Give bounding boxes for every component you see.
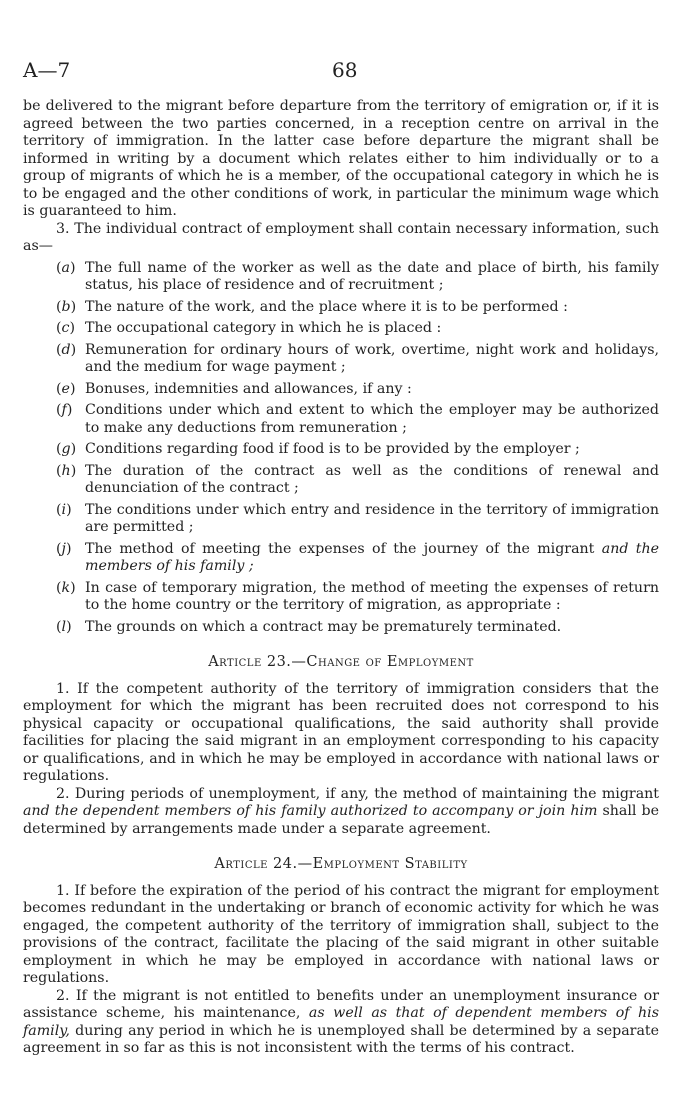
list-item: (c) The occupational category in which he is placed :	[56, 320, 442, 336]
paragraph-3: 3. The individual contract of employment shall contain necessary information, such as—	[23, 220, 659, 254]
article-24-paragraph-2: 2. If the migrant is not entitled to benefits under an unemployment insurance or assistance scheme, his maintenance, as well as that of dependent members of his family, during any period in which he is unemployed shall be determined by a separate agreement in so far as this is not inconsistent with the terms of his contract.	[23, 987, 659, 1056]
item-text: The nature of the work, and the place where it is to be performed :	[85, 298, 568, 315]
article-24-paragraph-1: 1. If before the expiration of the period of his contract the migrant for employment becomes redundant in the undertaking or branch of economic activity for which he was engaged, the competent authority of the territory of immigration shall, subject to the provisions of the contract, facilitate the placing of the said migrant in other suitable employment in which he may be employed in accordance with national laws or regulations.	[23, 882, 659, 986]
list-item: (k) In case of temporary migration, the method of meeting the expenses of return to the home country or the territory of migration, as appropriate :	[56, 579, 659, 613]
item-text: The full name of the worker as well as the date and place of birth, his family status, his place of residence and of recruitment ;	[85, 259, 659, 293]
item-letter: k	[61, 579, 71, 596]
list-item: (f) Conditions under which and extent to which the employer may be authorized to make any deductions from remuneration ;	[56, 402, 659, 436]
item-text: The duration of the contract as well as the conditions of renewal and denunciation of the contract ;	[85, 462, 659, 496]
item-letter: g	[61, 441, 71, 457]
item-text: The conditions under which entry and residence in the territory of immigration are permitted ;	[85, 501, 659, 535]
item-letter: c	[61, 320, 70, 336]
list-item: (b) The nature of the work, and the place where it is to be performed :	[56, 298, 568, 315]
item-letter: a	[61, 259, 71, 276]
article-23-paragraph-2: 2. During periods of unemployment, if any, the method of maintaining the migrant and the dependent members of his family authorized to accompany or join him shall be determined by arrangements made under a separate agreement.	[23, 785, 659, 837]
article-24-heading: Article 24.—Employment Stability	[214, 856, 468, 872]
item-text: In case of temporary migration, the method of meeting the expenses of return to the home country or the territory of migration, as appropriate :	[85, 579, 659, 613]
item-text: The method of meeting the expenses of the journey of the migrant	[85, 540, 602, 557]
intro-paragraph: be delivered to the migrant before departure from the territory of emigration or, if it is agreed between the two parties concerned, in a reception centre on arrival in the territory of immigration. In the latter case before departure the migrant shall be informed in writing by a document which relates either to him individually or to a group of migrants of which he is a member, of the occupational category in which he is to be engaged and the other conditions of work, in particular the minimum wage which is guaranteed to him.	[23, 98, 659, 219]
list-item: (i) The conditions under which entry and residence in the territory of immigration are permitted ;	[56, 501, 659, 535]
list-item: (l) The grounds on which a contract may be prematurely terminated.	[56, 618, 562, 635]
article-23-paragraph-1: 1. If the competent authority of the territory of immigration considers that the employment for which the migrant has been recruited does not correspond to his physical capacity or occupational qualifications, the said authority shall provide facilities for placing the said migrant in an employment corresponding to his capacity or qualifications, and in which he may be employed in accordance with national laws or regulations.	[23, 680, 659, 784]
document-code: A—7	[23, 58, 71, 82]
item-letter: j	[61, 540, 66, 557]
item-text-italic: and the members of his family ;	[85, 540, 659, 574]
item-letter: l	[61, 618, 67, 635]
list-item: (j) The method of meeting the expenses of the journey of the migrant and the members of his family ;	[56, 540, 659, 574]
item-text: The grounds on which a contract may be prematurely terminated.	[85, 618, 562, 635]
item-text: Bonuses, indemnities and allowances, if any :	[85, 380, 412, 397]
article-23-heading: Article 23.—Change of Employment	[208, 654, 474, 670]
list-item: (e) Bonuses, indemnities and allowances, if any :	[56, 380, 412, 397]
item-text: Remuneration for ordinary hours of work, overtime, night work and holidays, and the medium for wage payment ;	[85, 341, 659, 375]
item-text: Conditions under which and extent to which the employer may be authorized to make any deductions from remuneration ;	[85, 402, 659, 436]
item-text: The occupational category in which he is placed :	[85, 320, 442, 336]
item-letter: i	[61, 501, 67, 518]
item-letter: e	[61, 380, 70, 397]
item-letter: f	[61, 402, 67, 418]
item-letter: h	[61, 462, 71, 479]
item-letter: b	[61, 298, 71, 315]
list-item: (h) The duration of the contract as well as the conditions of renewal and denunciation of the contract ;	[56, 462, 659, 496]
list-item: (d) Remuneration for ordinary hours of work, overtime, night work and holidays, and the medium for wage payment ;	[56, 341, 659, 375]
list-item: (a) The full name of the worker as well as the date and place of birth, his family status, his place of residence and of recruitment ;	[56, 259, 659, 293]
contract-items-list	[23, 260, 659, 637]
document-body	[23, 98, 659, 1058]
page-number: 68	[332, 58, 358, 82]
item-letter: d	[61, 341, 71, 358]
item-text: Conditions regarding food if food is to be provided by the employer ;	[85, 441, 580, 457]
list-item: (g) Conditions regarding food if food is to be provided by the employer ;	[56, 441, 580, 457]
